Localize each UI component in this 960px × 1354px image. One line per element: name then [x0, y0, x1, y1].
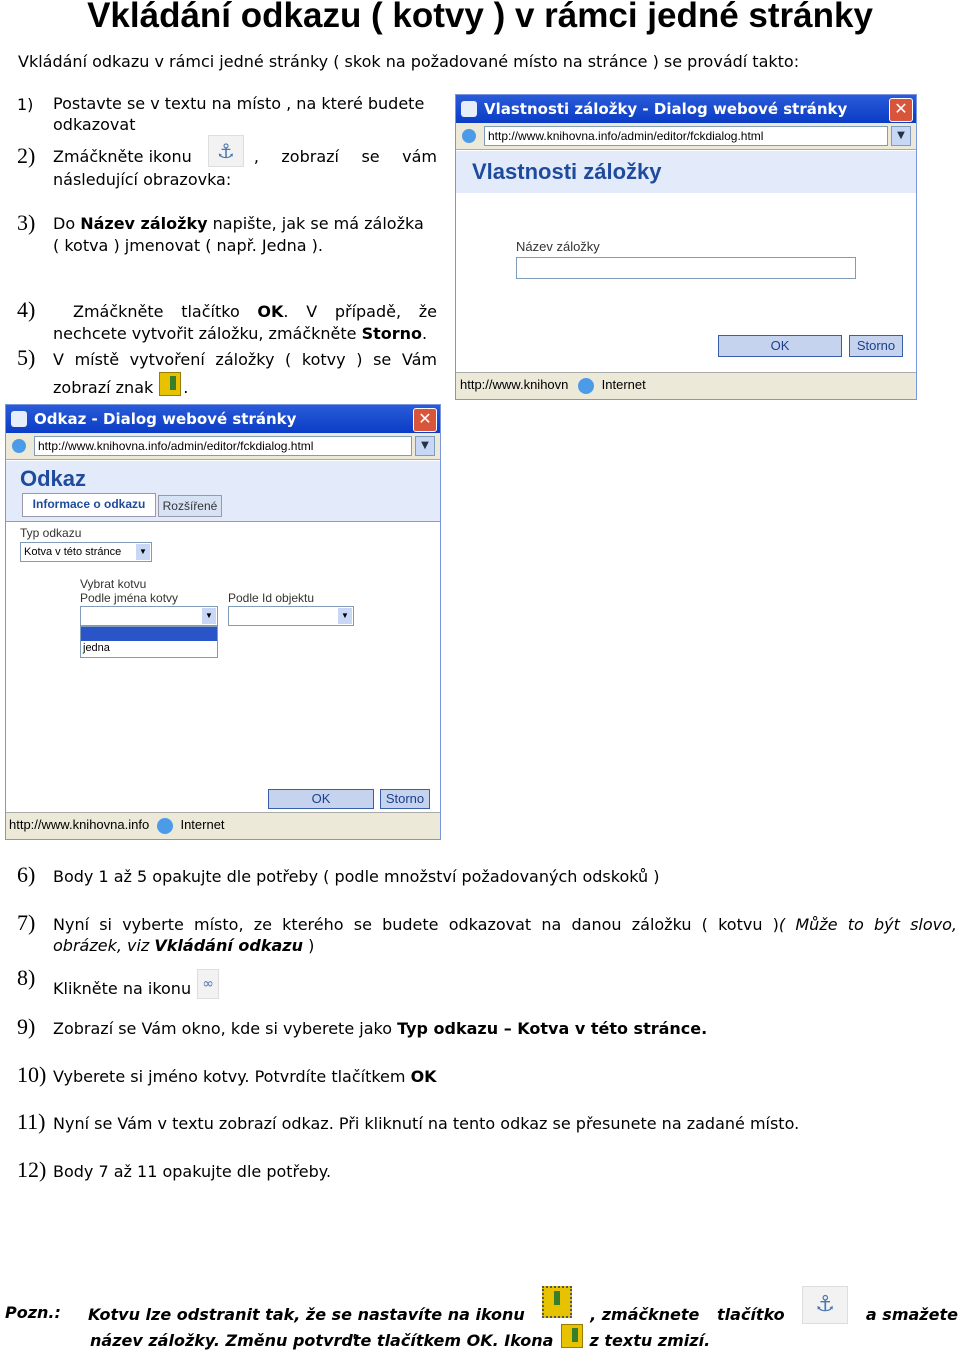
page-title: Vkládání odkazu ( kotvy ) v rámci jedné stránky — [87, 0, 873, 35]
chevron-down-icon: ▼ — [338, 608, 352, 624]
cancel-button[interactable]: Storno — [380, 789, 430, 809]
step-12-text: Body 7 až 11 opakujte dle potřeby. — [53, 1162, 332, 1181]
dialog-heading: Vlastnosti záložky — [456, 151, 916, 193]
step-11-number: 11) — [17, 1109, 46, 1134]
step-9-number: 9) — [17, 1014, 36, 1039]
step-2-text-a: Zmáčkněte ikonu — [53, 146, 192, 166]
ok-button[interactable]: OK — [718, 335, 842, 357]
step-11-text: Nyní se Vám v textu zobrazí odkaz. Při kliknutí na tento odkaz se přesunete na zadané místo. — [53, 1114, 800, 1133]
step-1-text: Postavte se v textu na místo , na které budete odkazovat — [53, 94, 425, 134]
globe-icon — [578, 378, 594, 394]
note-label: Pozn.: — [5, 1303, 61, 1322]
bookmark-icon — [542, 1286, 572, 1318]
step-4-line1: Zmáčkněte tlačítko OK. V případě, že — [73, 302, 437, 321]
step-3-text-c: ( kotva ) jmenovat ( např. Jedna ). — [53, 236, 323, 255]
close-icon[interactable]: ✕ — [413, 408, 437, 432]
step-7-line2: obrázek, viz Vkládání odkazu ) — [53, 936, 315, 955]
link-icon: ∞ — [197, 969, 219, 999]
step-5-line2: zobrazí znak . — [53, 372, 188, 398]
step-10-number: 10) — [17, 1062, 47, 1087]
bookmark-properties-dialog — [455, 94, 917, 400]
step-2-text-b: , zobrazí se vám — [253, 146, 437, 166]
note-line2: název záložky. Změnu potvrďte tlačítkem OK. Ikona z textu zmizí. — [90, 1324, 710, 1350]
intro-text: Vkládání odkazu v rámci jedné stránky ( skok na požadované místo na stránce ) se provádí takto: — [18, 52, 800, 71]
step-10-line: Vyberete si jméno kotvy. Potvrdíte tlačítkem OK — [53, 1067, 437, 1086]
chevron-down-icon: ▼ — [136, 544, 150, 560]
dialog-app-icon — [461, 101, 477, 117]
bookmark-name-input[interactable] — [516, 257, 856, 279]
step-7-line1: Nyní si vyberte místo, ze kterého se budete odkazovat na danou záložku ( kotvu )( Může to být slovo, — [53, 915, 957, 934]
dialog-titlebar — [456, 95, 916, 123]
address-bar — [456, 123, 916, 150]
ok-button[interactable]: OK — [268, 789, 374, 809]
bookmark-icon — [561, 1324, 583, 1348]
by-name-label: Podle jména kotvy — [80, 591, 179, 605]
step-5-text-a: V místě vytvoření záložky ( kotvy ) se Vám — [53, 350, 437, 369]
step-2-text-c: následující obrazovka: — [53, 170, 232, 189]
chevron-down-icon[interactable]: ▼ — [891, 126, 911, 146]
step-7-number: 7) — [17, 910, 36, 935]
step-8-line: Klikněte na ikonu ∞ — [53, 969, 219, 999]
step-3-number: 3) — [17, 210, 36, 235]
anchor-list — [80, 626, 218, 658]
address-field: http://www.knihovna.info/admin/editor/fckdialog.html — [34, 436, 412, 456]
step-6-text: Body 1 až 5 opakujte dle potřeby ( podle množství požadovaných odskoků ) — [53, 867, 660, 886]
dialog-title: Vlastnosti záložky - Dialog webové stránky — [484, 100, 848, 118]
step-3-line1: Do Název záložky napište, jak se má záložka — [53, 214, 424, 233]
globe-icon — [157, 818, 173, 834]
step-4-line2: nechcete vytvořit záložku, zmáčkněte Storno. — [53, 324, 428, 343]
step-3-bold: Název záložky — [80, 214, 208, 233]
link-type-select[interactable]: Kotva v této stránce ▼ — [20, 542, 152, 562]
step-12-number: 12) — [17, 1157, 47, 1182]
address-bar — [6, 433, 440, 460]
bookmark-icon — [159, 372, 181, 396]
dialog-body — [456, 193, 916, 373]
anchor-list-selected[interactable] — [81, 627, 217, 641]
tab-advanced[interactable]: Rozšířené — [158, 495, 222, 517]
ie-icon — [462, 129, 476, 143]
object-id-select[interactable] — [228, 606, 354, 626]
step-4-number: 4) — [17, 297, 36, 322]
bookmark-name-label: Název záložky — [516, 239, 600, 254]
anchor-name-select[interactable] — [80, 606, 218, 626]
step-2-number: 2) — [17, 143, 36, 168]
by-id-label: Podle Id objektu — [228, 591, 315, 605]
step-8-number: 8) — [17, 965, 36, 990]
dialog-app-icon — [11, 411, 27, 427]
anchor-icon: ⚓ — [208, 135, 244, 167]
anchor-icon: ⚓ — [802, 1286, 848, 1324]
address-field: http://www.knihovna.info/admin/editor/fckdialog.html — [484, 126, 888, 146]
chevron-down-icon: ▼ — [202, 608, 216, 624]
choose-anchor-label: Vybrat kotvu — [80, 577, 147, 591]
dialog-title: Odkaz - Dialog webové stránky — [34, 410, 297, 428]
status-bar: http://www.knihovn Internet — [456, 372, 916, 399]
list-item[interactable]: jedna — [83, 642, 110, 654]
step-5-number: 5) — [17, 345, 36, 370]
step-6-number: 6) — [17, 862, 36, 887]
dialog-titlebar — [6, 405, 440, 433]
step-9-line: Zobrazí se Vám okno, kde si vyberete jako Typ odkazu – Kotva v této stránce. — [53, 1019, 708, 1038]
cancel-button[interactable]: Storno — [849, 335, 903, 357]
close-icon[interactable]: ✕ — [889, 98, 913, 122]
link-type-label: Typ odkazu — [20, 526, 82, 540]
note-line1: Kotvu lze odstranit tak, že se nastavíte na ikonu , zmáčknete tlačítko ⚓ a smažete — [88, 1284, 958, 1324]
dialog-body — [6, 521, 440, 813]
dialog-heading: Odkaz — [20, 466, 87, 491]
ie-icon — [12, 439, 26, 453]
link-dialog — [5, 404, 441, 840]
chevron-down-icon[interactable]: ▼ — [415, 436, 435, 456]
status-bar: http://www.knihovna.info Internet — [6, 812, 440, 839]
step-2-line1 — [53, 139, 437, 167]
step-1-number: 1) — [17, 95, 34, 114]
tab-link-info[interactable]: Informace o odkazu — [22, 493, 156, 517]
